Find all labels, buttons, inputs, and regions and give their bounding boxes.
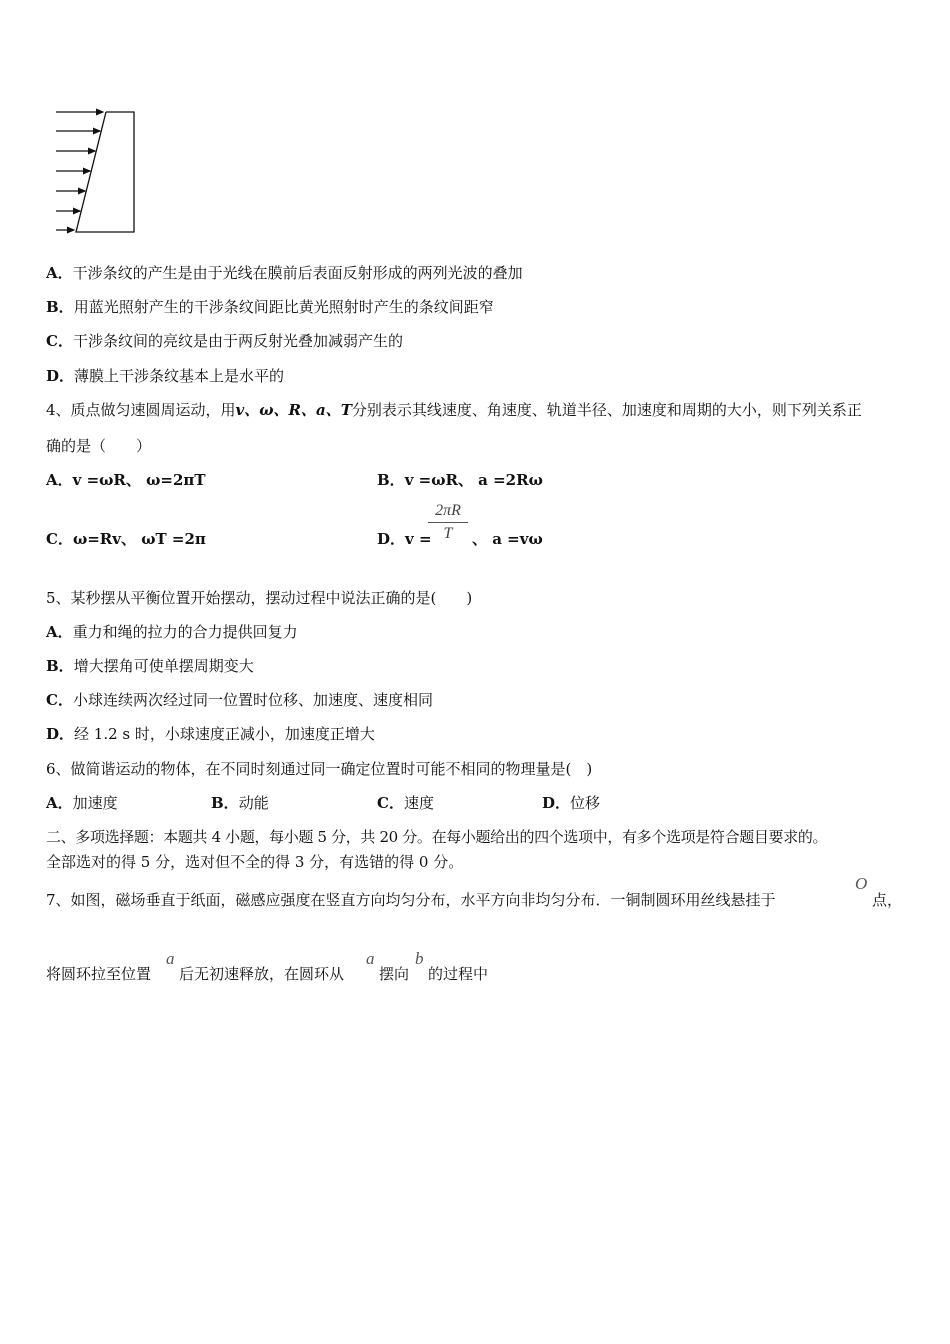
option-text: v =ωR、 a =2Rω [404,471,543,489]
option-key: D． [542,794,571,812]
fraction-2piR-over-T [428,502,468,543]
q6-option-b [211,792,269,813]
incident-rays [56,112,103,230]
option-key: A． [46,794,73,812]
option-lhs: v = [405,530,432,548]
option-text: 小球连续两次经过同一位置时位移、加速度、速度相同 [72,691,433,709]
option-text: ω=Rv、 ωT =2π [72,530,206,548]
q7-stem-line2-part1: 将圆环拉至位置 [46,965,152,983]
q6-option-d [542,792,600,813]
option-key: D． [46,725,75,743]
option-text: 速度 [403,794,434,812]
section2-instructions-line2: 全部选对的得 5 分，选对但不全的得 3 分，有选错的得 0 分。 [46,853,464,871]
q4-option-a [46,469,206,490]
q3-option-b [46,296,494,317]
fraction-numerator: 2πR [435,502,461,519]
q7-stem-line2-part3: 摆向 [379,965,410,983]
option-text: 干涉条纹间的亮纹是由于两反射光叠加减弱产生的 [72,332,403,350]
q3-option-c [46,330,403,351]
option-key: D． [377,530,406,548]
option-key: C． [46,332,73,350]
q4-prefix: 4、质点做匀速圆周运动，用 [46,401,236,419]
point-O-symbol: O [855,874,868,893]
fraction-bar [428,522,468,523]
q6-option-c [377,792,434,813]
q3-option-d [46,365,284,386]
wedge-film [76,112,134,232]
option-key: D． [46,367,75,385]
option-text: 增大摆角可使单摆周期变大 [73,657,254,675]
q5-option-c [46,689,433,710]
q7-stem-line1-tail: 点， [872,891,903,909]
option-key: B． [377,471,405,489]
option-key: C． [46,530,73,548]
q3-option-a [46,262,523,283]
section2-instructions-line1: 二、多项选择题：本题共 4 小题，每小题 5 分，共 20 分。在每小题给出的四个选项中，有多个选项是符合题目要求的。 [46,828,828,846]
option-key: C． [377,794,404,812]
option-key: C． [46,691,73,709]
q4-option-c [46,528,206,549]
position-a-symbol-2: a [366,949,375,968]
q5-stem: 5、某秒摆从平衡位置开始摆动，摆动过程中说法正确的是( ) [46,589,473,607]
option-key: B． [46,657,74,675]
thin-film-diagram [50,105,145,237]
position-a-symbol: a [166,949,175,968]
option-text: 动能 [238,794,269,812]
position-b-symbol: b [415,949,424,968]
option-text: 重力和绳的拉力的合力提供回复力 [72,623,298,641]
option-text: 薄膜上干涉条纹基本上是水平的 [74,367,285,385]
q4-suffix: 分别表示其线速度、角速度、轨道半径、加速度和周期的大小，则下列关系正 [351,401,862,419]
q4-stem [46,399,862,420]
q4-option-b [377,469,543,490]
q4-option-d [377,528,432,549]
q5-option-b [46,655,254,676]
q4-vars: v、ω、R、a、T [235,401,352,419]
option-text: v =ωR、 ω=2πT [72,471,206,489]
q7-stem-line2-part4: 的过程中 [428,965,489,983]
q7-stem-line2-part2: 后无初速释放，在圆环从 [179,965,345,983]
q4-option-d-tail: 、 a =vω [472,530,543,548]
option-text: 用蓝光照射产生的干涉条纹间距比黄光照射时产生的条纹间距窄 [73,298,494,316]
option-text: 位移 [570,794,601,812]
q7-stem-line1: 7、如图，磁场垂直于纸面，磁感应强度在竖直方向均匀分布，水平方向非均匀分布．一铜制圆环用丝线悬挂于 [46,891,776,909]
option-key: B． [46,298,74,316]
option-key: B． [211,794,239,812]
option-key: A． [46,623,73,641]
option-text: 干涉条纹的产生是由于光线在膜前后表面反射形成的两列光波的叠加 [72,264,523,282]
q4-stem-line2: 确的是（ ） [46,437,152,455]
q5-option-d [46,723,375,744]
q6-option-a [46,792,118,813]
option-text: 经 1.2 s 时，小球速度正减小，加速度正增大 [74,725,375,743]
fraction-denominator: T [443,525,453,542]
q5-option-a [46,621,298,642]
option-key: A． [46,471,73,489]
option-text: 加速度 [72,794,118,812]
option-key: A． [46,264,73,282]
q6-stem: 6、做简谐运动的物体，在不同时刻通过同一确定位置时可能不相同的物理量是( ) [46,760,593,778]
